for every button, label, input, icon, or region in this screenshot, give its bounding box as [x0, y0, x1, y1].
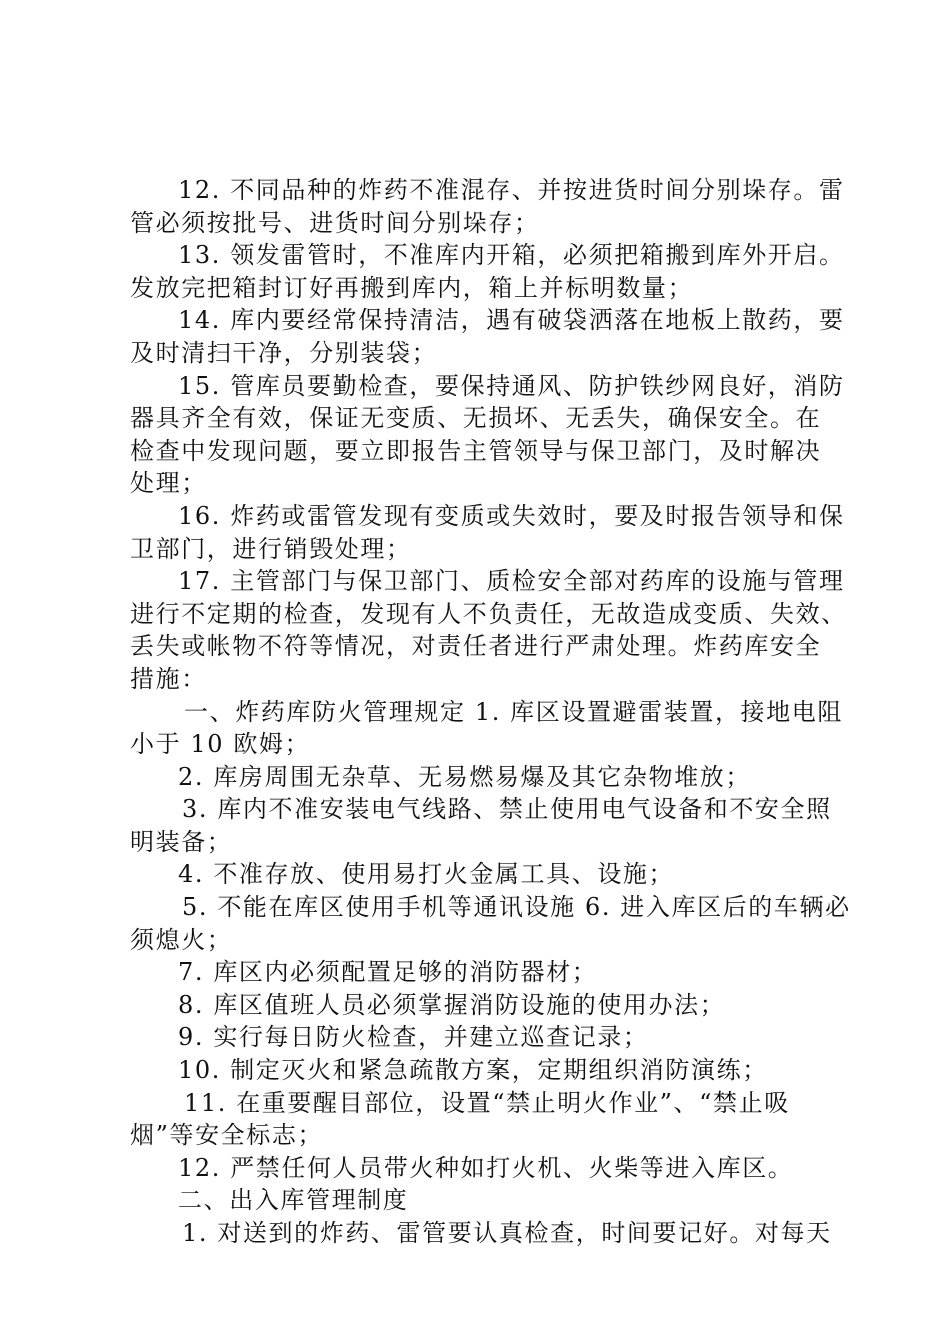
- paragraph-line: 3. 库内不准安装电气线路、禁止使用电气设备和不安全照: [182, 795, 832, 824]
- section-heading-line: 二、出入库管理制度: [178, 1186, 409, 1215]
- paragraph-line: 5. 不能在库区使用手机等通讯设施 6. 进入库区后的车辆必: [182, 893, 851, 922]
- paragraph-line: 检查中发现问题，要立即报告主管领导与保卫部门，及时解决: [130, 436, 822, 465]
- paragraph-line: 处理；: [130, 469, 207, 498]
- paragraph-line: 烟”等安全标志；: [130, 1121, 324, 1150]
- paragraph-line: 发放完把箱封订好再搬到库内，箱上并标明数量；: [130, 273, 694, 302]
- paragraph-line: 11. 在重要醒目部位，设置“禁止明火作业”、“禁止吸: [184, 1088, 790, 1117]
- paragraph-line: 须熄火；: [130, 925, 233, 954]
- paragraph-line: 12. 严禁任何人员带火种如打火机、火柴等进入库区。: [178, 1153, 794, 1182]
- paragraph-line: 15. 管库员要勤检查，要保持通风、防护铁纱网良好，消防: [178, 371, 845, 400]
- paragraph-line: 4. 不准存放、使用易打火金属工具、设施；: [178, 860, 675, 889]
- paragraph-line: 措施：: [130, 664, 207, 693]
- paragraph-line: 明装备；: [130, 827, 233, 856]
- paragraph-line: 12. 不同品种的炸药不准混存、并按进货时间分别垛存。雷: [178, 176, 845, 204]
- paragraph-line: 丢失或帐物不符等情况，对责任者进行严肃处理。炸药库安全: [130, 632, 822, 661]
- paragraph-line: 14. 库内要经常保持清洁，遇有破袋洒落在地板上散药，要: [178, 306, 845, 335]
- paragraph-line: 17. 主管部门与保卫部门、质检安全部对药库的设施与管理: [178, 567, 845, 596]
- section-heading-line: 一、炸药库防火管理规定 1. 库区设置避雷装置，接地电阻: [184, 697, 843, 726]
- paragraph-line: 1. 对送到的炸药、雷管要认真检查，时间要记好。对每天: [182, 1219, 832, 1247]
- paragraph-line: 管必须按批号、进货时间分别垛存；: [130, 208, 540, 237]
- paragraph-line: 7. 库区内必须配置足够的消防器材；: [178, 958, 598, 987]
- paragraph-line: 及时清扫干净，分别装袋；: [130, 338, 438, 367]
- document-body: [130, 174, 851, 1250]
- paragraph-line: 8. 库区值班人员必须掌握消防设施的使用办法；: [178, 990, 726, 1019]
- paragraph-line: 10. 制定灭火和紧急疏散方案，定期组织消防演练；: [178, 1056, 768, 1085]
- paragraph-line: 进行不定期的检查，发现有人不负责任，无故造成变质、失效、: [130, 599, 847, 628]
- paragraph-line: 13. 领发雷管时，不准库内开箱，必须把箱搬到库外开启。: [178, 241, 845, 270]
- paragraph-line: 2. 库房周围无杂草、无易燃易爆及其它杂物堆放；: [178, 762, 751, 791]
- paragraph-line: 卫部门，进行销毁处理；: [130, 534, 412, 563]
- paragraph-line: 16. 炸药或雷管发现有变质或失效时，要及时报告领导和保: [178, 501, 845, 530]
- paragraph-line: 器具齐全有效，保证无变质、无损坏、无丢失，确保安全。在: [130, 404, 822, 433]
- paragraph-line: 9. 实行每日防火检查，并建立巡查记录；: [178, 1023, 649, 1052]
- paragraph-line: 小于 10 欧姆；: [130, 730, 311, 759]
